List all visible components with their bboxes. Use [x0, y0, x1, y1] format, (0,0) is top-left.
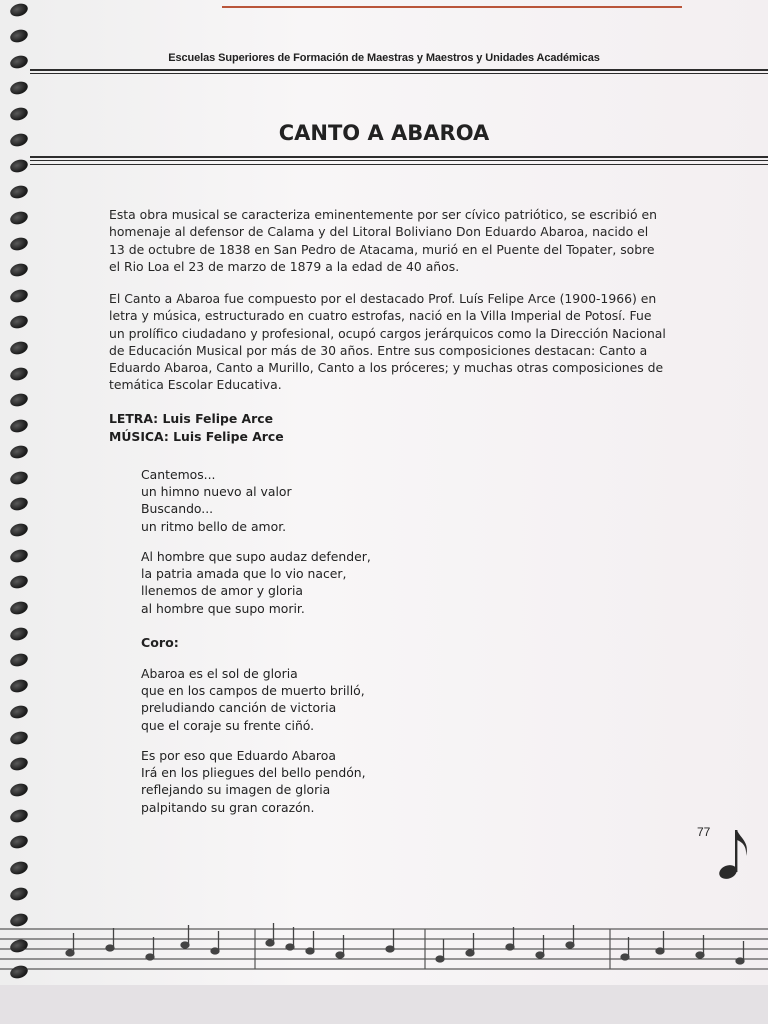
binding-ring — [9, 262, 30, 279]
credits — [109, 410, 284, 445]
lyric-line: la patria amada que lo vio nacer, — [141, 566, 347, 582]
lyricist-credit: LETRA: Luis Felipe Arce — [109, 411, 273, 426]
institution-header: Escuelas Superiores de Formación de Maestras y Maestros y Unidades Académicas — [168, 52, 600, 64]
staff-note-head — [566, 942, 574, 948]
paragraph-line: temática Escolar Educativa. — [109, 377, 282, 393]
spiral-binding — [6, 0, 34, 1000]
binding-ring — [9, 288, 30, 305]
binding-ring — [9, 652, 30, 669]
lyric-line: preludiando canción de victoria — [141, 700, 337, 716]
staff-note-head — [696, 952, 704, 958]
stanza-2 — [141, 548, 371, 617]
binding-ring — [9, 730, 30, 747]
binding-ring — [9, 834, 30, 851]
binding-ring — [9, 470, 30, 487]
lyric-line: Cantemos... — [141, 467, 216, 482]
paragraph-line: El Canto a Abaroa fue compuesto por el destacado Prof. Luís Felipe Arce (1900-1966) en — [109, 291, 657, 306]
staff-note-head — [266, 940, 274, 946]
lyric-line: palpitando su gran corazón. — [141, 799, 315, 815]
stanza-4 — [141, 747, 366, 816]
staff-note-head — [286, 944, 294, 950]
binding-ring — [9, 340, 30, 357]
paragraph-line: letra y música, estructurado en cuatro estrofas, nació en la Villa Imperial de Potosí. Fue — [109, 308, 652, 324]
binding-ring — [9, 80, 30, 97]
binding-ring — [9, 600, 30, 617]
lyric-line: Al hombre que supo audaz defender, — [141, 549, 371, 564]
lyric-line: llenemos de amor y gloria — [141, 583, 304, 599]
binding-ring — [9, 28, 30, 45]
lyric-line: al hombre que supo morir. — [141, 600, 305, 616]
composer-paragraph — [109, 290, 674, 394]
lyric-line: Irá en los pliegues del bello pendón, — [141, 765, 366, 781]
binding-ring — [9, 886, 30, 903]
staff-note-head — [506, 944, 514, 950]
binding-ring — [9, 444, 30, 461]
binding-ring — [9, 366, 30, 383]
title-rule-3 — [30, 164, 768, 165]
paragraph-line: de Educación Musical por más de 30 años. Entre sus composiciones destacan: Canto a — [109, 342, 648, 358]
binding-ring — [9, 678, 30, 695]
binding-ring — [9, 106, 30, 123]
staff-note-head — [436, 956, 444, 962]
staff-note-head — [146, 954, 154, 960]
lyric-line: un himno nuevo al valor — [141, 484, 292, 500]
top-accent-strip — [222, 6, 682, 8]
header-rule-top-2 — [30, 73, 768, 74]
staff-note-head — [211, 948, 219, 954]
binding-ring — [9, 418, 30, 435]
binding-ring — [9, 184, 30, 201]
paragraph-line: Esta obra musical se caracteriza eminentemente por ser cívico patriótico, se escribió en — [109, 207, 657, 222]
title-rule-1 — [30, 156, 768, 158]
paragraph-line: un prolífico ciudadano y profesional, ocupó cargos jerárquicos como la Dirección Nacional — [109, 325, 666, 341]
bottom-margin — [0, 985, 768, 1024]
staff-note-head — [466, 950, 474, 956]
chorus-label: Coro: — [141, 635, 179, 650]
paragraph-line: el Rio Loa el 23 de marzo de 1879 a la edad de 40 años. — [109, 258, 460, 274]
binding-ring — [9, 158, 30, 175]
music-staff-decoration — [0, 915, 768, 985]
staff-note-head — [181, 942, 189, 948]
stanza-1 — [141, 466, 292, 535]
staff-note-head — [66, 950, 74, 956]
binding-ring — [9, 626, 30, 643]
paragraph-line: Eduardo Abaroa, Canto a Murillo, Canto a los próceres; y muchas otras composiciones de — [109, 360, 664, 376]
binding-ring — [9, 314, 30, 331]
staff-note-head — [386, 946, 394, 952]
page-title: CANTO A ABAROA — [278, 121, 490, 145]
binding-ring — [9, 522, 30, 539]
binding-ring — [9, 392, 30, 409]
binding-ring — [9, 574, 30, 591]
binding-ring — [9, 2, 30, 19]
binding-ring — [9, 756, 30, 773]
staff-note-head — [536, 952, 544, 958]
staff-note-head — [736, 958, 744, 964]
staff-note-head — [336, 952, 344, 958]
staff-note-head — [306, 948, 314, 954]
intro-paragraph — [109, 206, 674, 275]
lyric-line: Abaroa es el sol de gloria — [141, 666, 298, 681]
lyric-line: que el coraje su frente ciñó. — [141, 717, 315, 733]
staff-note-head — [621, 954, 629, 960]
lyric-line: Es por eso que Eduardo Abaroa — [141, 748, 336, 763]
page-number: 77 — [697, 825, 711, 839]
staff-note-head — [656, 948, 664, 954]
lyric-line: reflejando su imagen de gloria — [141, 782, 331, 798]
header-rule-top — [30, 69, 768, 71]
staff-note-head — [106, 945, 114, 951]
binding-ring — [9, 860, 30, 877]
binding-ring — [9, 782, 30, 799]
stanza-3 — [141, 665, 365, 734]
lyric-line: un ritmo bello de amor. — [141, 518, 287, 534]
eighth-note-icon — [714, 826, 750, 882]
paragraph-line: homenaje al defensor de Calama y del Litoral Boliviano Don Eduardo Abaroa, nacido el — [109, 224, 649, 240]
binding-ring — [9, 808, 30, 825]
binding-ring — [9, 704, 30, 721]
binding-ring — [9, 210, 30, 227]
lyric-line: que en los campos de muerto brilló, — [141, 683, 365, 699]
title-rule-2 — [30, 160, 768, 161]
binding-ring — [9, 496, 30, 513]
lyric-line: Buscando... — [141, 501, 214, 517]
paragraph-line: 13 de octubre de 1838 en San Pedro de Atacama, murió en el Puente del Topater, sobre — [109, 241, 655, 257]
composer-credit: MÚSICA: Luis Felipe Arce — [109, 428, 284, 444]
binding-ring — [9, 236, 30, 253]
binding-ring — [9, 548, 30, 565]
